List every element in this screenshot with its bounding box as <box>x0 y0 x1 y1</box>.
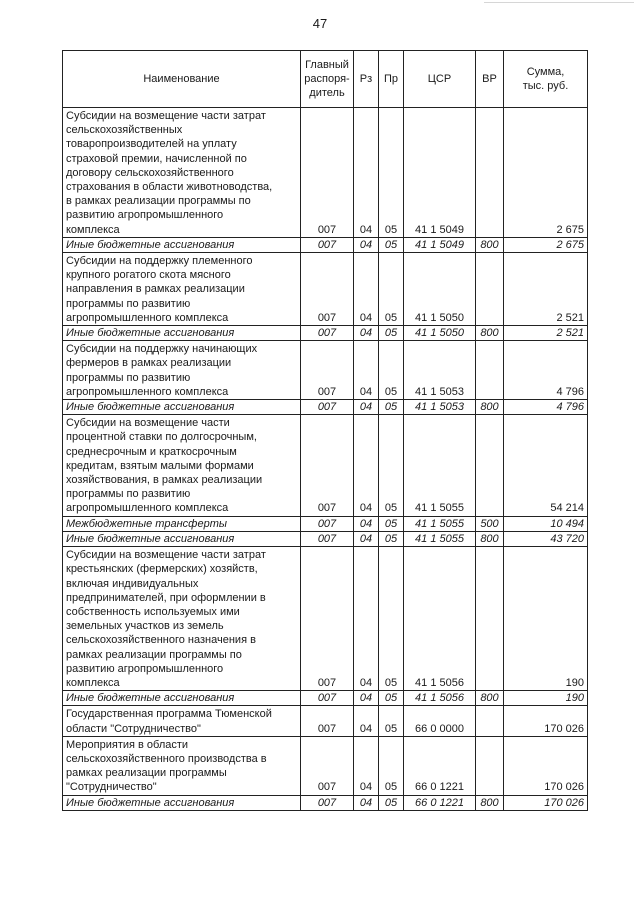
header-csr <box>404 51 476 108</box>
row-csr: 66 0 1221 <box>404 795 476 810</box>
row-sum: 2 675 <box>504 237 588 252</box>
row-name <box>63 237 301 252</box>
row-rz: 04 <box>354 415 379 516</box>
row-pr: 05 <box>379 531 404 546</box>
row-name-line: "Сотрудничество" <box>66 781 157 794</box>
row-name-line: договору сельскохозяйственного <box>66 166 234 179</box>
row-chief-manager: 007 <box>301 400 354 415</box>
row-chief-manager: 007 <box>301 415 354 516</box>
row-sum: 190 <box>504 547 588 691</box>
budget-table <box>62 50 588 811</box>
row-vr <box>476 706 504 736</box>
row-name <box>63 415 301 516</box>
row-name-line: в рамках реализации программы по <box>66 195 251 208</box>
header-sum-line-1: Сумма, <box>526 66 565 78</box>
row-chief-manager: 007 <box>301 736 354 795</box>
row-pr: 05 <box>379 516 404 531</box>
row-chief-manager: 007 <box>301 108 354 238</box>
row-pr: 05 <box>379 237 404 252</box>
table-row <box>63 691 588 706</box>
row-name-line: сельскохозяйственного назначения в <box>66 634 256 647</box>
row-csr: 41 1 5055 <box>404 531 476 546</box>
row-name-line: сельскохозяйственных <box>66 124 183 137</box>
row-name-line: Субсидии на поддержку племенного <box>66 255 253 268</box>
row-sum: 4 796 <box>504 400 588 415</box>
table-row <box>63 547 588 691</box>
row-name-line: процентной ставки по долгосрочным, <box>66 431 257 444</box>
row-name <box>63 736 301 795</box>
row-name-line: Государственная программа Тюменской <box>66 708 272 721</box>
row-rz: 04 <box>354 691 379 706</box>
row-name <box>63 706 301 736</box>
row-name-line: рамках реализации программы по <box>66 648 242 661</box>
header-gr-line-3: дитель <box>309 87 345 99</box>
row-csr: 66 0 0000 <box>404 706 476 736</box>
row-name-line: агропромышленного комплекса <box>66 385 229 398</box>
row-name <box>63 547 301 691</box>
row-name-line: развитию агропромышленного <box>66 209 224 222</box>
row-csr: 41 1 5049 <box>404 108 476 238</box>
table-row <box>63 400 588 415</box>
table-row <box>63 795 588 810</box>
row-pr: 05 <box>379 547 404 691</box>
row-pr: 05 <box>379 326 404 341</box>
row-chief-manager: 007 <box>301 326 354 341</box>
row-chief-manager: 007 <box>301 547 354 691</box>
row-csr: 41 1 5055 <box>404 516 476 531</box>
table-row <box>63 531 588 546</box>
header-vr <box>476 51 504 108</box>
row-chief-manager: 007 <box>301 706 354 736</box>
table-row <box>63 326 588 341</box>
table-row <box>63 108 588 238</box>
row-sum: 2 521 <box>504 326 588 341</box>
row-pr: 05 <box>379 253 404 326</box>
row-csr: 41 1 5053 <box>404 341 476 400</box>
header-pr-label: Пр <box>383 73 399 85</box>
row-rz: 04 <box>354 108 379 238</box>
row-name-line: собственность используемых ими <box>66 605 240 618</box>
row-name-line: комплекса <box>66 676 120 689</box>
header-sum <box>504 51 588 108</box>
header-rz <box>354 51 379 108</box>
row-sum: 2 521 <box>504 253 588 326</box>
table-row <box>63 237 588 252</box>
row-name-line: программы по развитию <box>66 297 191 310</box>
row-chief-manager: 007 <box>301 795 354 810</box>
row-chief-manager: 007 <box>301 531 354 546</box>
row-rz: 04 <box>354 736 379 795</box>
row-pr: 05 <box>379 341 404 400</box>
row-name-line: агропромышленного комплекса <box>66 502 229 515</box>
row-chief-manager: 007 <box>301 253 354 326</box>
row-chief-manager: 007 <box>301 516 354 531</box>
header-gr-line-1: Главный <box>305 59 349 71</box>
header-name-label: Наименование <box>143 73 220 85</box>
scan-artifact-line <box>484 2 634 3</box>
row-name <box>63 341 301 400</box>
header-rz-label: Рз <box>359 73 373 85</box>
row-name <box>63 531 301 546</box>
row-name-line: кредитам, взятым малыми формами <box>66 459 254 472</box>
row-name <box>63 691 301 706</box>
row-csr: 41 1 5049 <box>404 237 476 252</box>
row-name <box>63 326 301 341</box>
row-name-line: агропромышленного комплекса <box>66 311 229 324</box>
row-sum: 2 675 <box>504 108 588 238</box>
row-name-line: крестьянских (фермерских) хозяйств, <box>66 563 258 576</box>
row-sum: 54 214 <box>504 415 588 516</box>
row-name-line: Мероприятия в области <box>66 738 189 751</box>
row-name <box>63 400 301 415</box>
row-rz: 04 <box>354 516 379 531</box>
row-vr: 800 <box>476 400 504 415</box>
row-csr: 41 1 5053 <box>404 400 476 415</box>
row-pr: 05 <box>379 691 404 706</box>
page-number: 47 <box>312 16 328 31</box>
row-name <box>63 516 301 531</box>
row-pr: 05 <box>379 736 404 795</box>
row-pr: 05 <box>379 795 404 810</box>
header-row <box>63 51 588 108</box>
row-vr <box>476 341 504 400</box>
row-vr <box>476 108 504 238</box>
row-sum: 170 026 <box>504 736 588 795</box>
table-body <box>63 108 588 811</box>
row-name-line: фермеров в рамках реализации <box>66 357 232 370</box>
row-sum: 4 796 <box>504 341 588 400</box>
header-pr <box>379 51 404 108</box>
row-name-line: направления в рамках реализации <box>66 283 245 296</box>
row-rz: 04 <box>354 531 379 546</box>
row-name-line: земельных участков из земель <box>66 620 224 633</box>
row-name-line: развитию агропромышленного <box>66 662 224 675</box>
header-gr-line-2: распоря- <box>304 73 350 85</box>
row-name-line: товаропроизводителей на уплату <box>66 138 237 151</box>
row-vr: 800 <box>476 531 504 546</box>
row-name-line: комплекса <box>66 223 120 236</box>
row-sum: 10 494 <box>504 516 588 531</box>
row-pr: 05 <box>379 415 404 516</box>
row-chief-manager: 007 <box>301 341 354 400</box>
row-name-line: сельскохозяйственного производства в <box>66 752 267 765</box>
row-csr: 66 0 1221 <box>404 736 476 795</box>
row-csr: 41 1 5055 <box>404 415 476 516</box>
row-name-line: Иные бюджетные ассигнования <box>66 401 235 414</box>
row-vr <box>476 547 504 691</box>
row-pr: 05 <box>379 400 404 415</box>
row-name-line: Иные бюджетные ассигнования <box>66 692 235 705</box>
row-name-line: включая индивидуальных <box>66 577 199 590</box>
row-name-line: страховой премии, начисленной по <box>66 152 247 165</box>
header-sum-line-2: тыс. руб. <box>522 80 569 92</box>
row-csr: 41 1 5050 <box>404 326 476 341</box>
row-rz: 04 <box>354 547 379 691</box>
row-name-line: области "Сотрудничество" <box>66 722 201 735</box>
row-rz: 04 <box>354 706 379 736</box>
row-sum: 43 720 <box>504 531 588 546</box>
row-csr: 41 1 5056 <box>404 691 476 706</box>
row-sum: 190 <box>504 691 588 706</box>
row-chief-manager: 007 <box>301 691 354 706</box>
row-vr <box>476 736 504 795</box>
row-csr: 41 1 5050 <box>404 253 476 326</box>
row-name-line: среднесрочным и краткосрочным <box>66 445 237 458</box>
row-name <box>63 795 301 810</box>
row-name-line: Субсидии на поддержку начинающих <box>66 343 258 356</box>
table-row <box>63 516 588 531</box>
row-name-line: Иные бюджетные ассигнования <box>66 532 235 545</box>
table-row <box>63 736 588 795</box>
row-rz: 04 <box>354 253 379 326</box>
row-name-line: предпринимателей, при оформлении в <box>66 591 266 604</box>
row-pr: 05 <box>379 108 404 238</box>
row-vr: 800 <box>476 795 504 810</box>
table-row <box>63 415 588 516</box>
row-name-line: Иные бюджетные ассигнования <box>66 796 235 809</box>
row-rz: 04 <box>354 326 379 341</box>
row-rz: 04 <box>354 795 379 810</box>
header-vr-label: ВР <box>482 73 497 85</box>
header-csr-label: ЦСР <box>427 73 452 85</box>
row-vr <box>476 415 504 516</box>
row-sum: 170 026 <box>504 795 588 810</box>
row-name-line: Иные бюджетные ассигнования <box>66 327 235 340</box>
row-name-line: рамках реализации программы <box>66 767 227 780</box>
row-name-line: Межбюджетные трансферты <box>66 517 227 530</box>
row-name <box>63 253 301 326</box>
row-vr: 800 <box>476 326 504 341</box>
header-chief-manager <box>301 51 354 108</box>
row-csr: 41 1 5056 <box>404 547 476 691</box>
table-row <box>63 706 588 736</box>
row-vr: 500 <box>476 516 504 531</box>
row-vr <box>476 253 504 326</box>
row-vr: 800 <box>476 237 504 252</box>
row-name-line: Субсидии на возмещение части затрат <box>66 549 266 562</box>
table-row <box>63 341 588 400</box>
row-pr: 05 <box>379 706 404 736</box>
row-name-line: Субсидии на возмещение части <box>66 417 230 430</box>
row-name-line: крупного рогатого скота мясного <box>66 269 231 282</box>
row-rz: 04 <box>354 400 379 415</box>
row-name-line: хозяйствования, в рамках реализации <box>66 474 263 487</box>
header-name <box>63 51 301 108</box>
row-name-line: страхования в области животноводства, <box>66 181 273 194</box>
row-rz: 04 <box>354 237 379 252</box>
row-sum: 170 026 <box>504 706 588 736</box>
row-name-line: Субсидии на возмещение части затрат <box>66 110 266 122</box>
row-name-line: Иные бюджетные ассигнования <box>66 238 235 251</box>
row-vr: 800 <box>476 691 504 706</box>
row-name-line: программы по развитию <box>66 488 191 501</box>
row-chief-manager: 007 <box>301 237 354 252</box>
table-row <box>63 253 588 326</box>
row-rz: 04 <box>354 341 379 400</box>
row-name-line: программы по развитию <box>66 371 191 384</box>
row-name <box>63 108 301 238</box>
